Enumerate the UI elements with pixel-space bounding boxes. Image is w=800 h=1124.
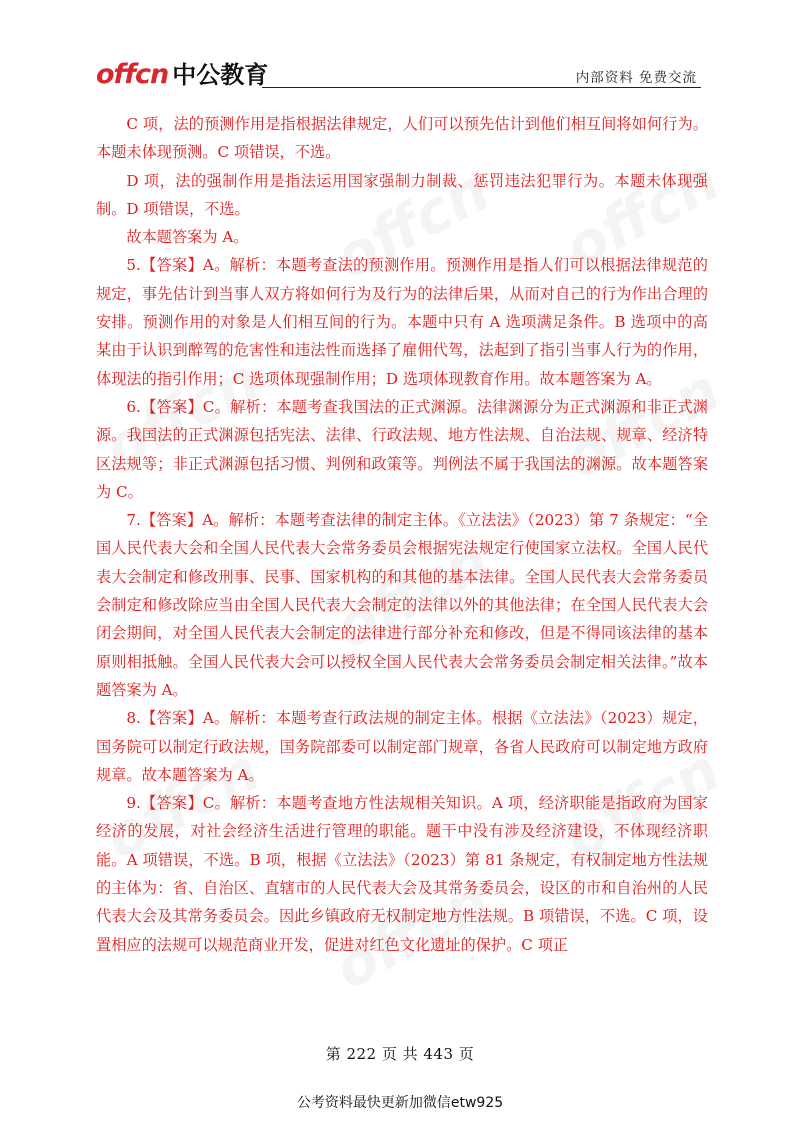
paragraph: C 项，法的预测作用是指根据法律规定，人们可以预先估计到他们相互间将如何行为。本题未体现预测。C 项错误，不选。 <box>96 115 708 162</box>
logo-text-en: offcn <box>96 59 169 90</box>
answer-8-paragraph: 8.【答案】A。解析：本题考查行政法规的制定主体。根据《立法法》（2023）规定，国务院可以制定行政法规，国务院部委可以制定部门规章，各省人民政府可以制定地方政府规章。故本题答案为 A。 <box>96 709 708 784</box>
answer-7-paragraph: 7.【答案】A。解析：本题考查法律的制定主体。《立法法》（2023）第 7 条规定：“全国人民代表大会和全国人民代表大会常务委员会根据宪法规定行使国家立法权。全国人民代表大会制定和修改刑事、民事、国家机构的和其他的基本法律。全国人民代表大会常务委员会制定和修改除应当由全国人民代表大会制定的法律以外的其他法律；在全国人民代表大会闭会期间，对全国人民代表大会制定的法律进行部分补充和修改，但是不得同该法律的基本原则相抵触。全国人民代表大会可以授权全国人民代表大会常务委员会制定相关法律。”故本题答案为 A。 <box>96 511 708 699</box>
answer-9-paragraph: 9.【答案】C。解析：本题考查地方性法规相关知识。A 项，经济职能是指政府为国家经济的发展，对社会经济生活进行管理的职能。题干中没有涉及经济建设，不体现经济职能。A 项错误，不选。B 项，根据《立法法》（2023）第 81 条规定，有权制定地方性法规的主体为：省、自治区、直辖市的人民代表大会及其常务委员会，设区的市和自治州的人民代表大会及其常务委员会。因此乡镇政府无权制定地方性法规。B 项错误，不选。C 项，设置相应的法规可以规范商业开发，促进对红色文化遗址的保护。C 项正 <box>96 794 708 954</box>
header-divider <box>262 87 701 88</box>
footer-note: 公考资料最快更新加微信etw925 <box>296 1095 504 1111</box>
document-body <box>96 110 708 959</box>
paragraph: 故本题答案为 A。 <box>126 228 249 247</box>
page-number: 第 222 页 共 443 页 <box>325 1045 475 1063</box>
paragraph: D 项，法的强制作用是指法运用国家强制力制裁、惩罚违法犯罪行为。本题未体现强制。D 项错误，不选。 <box>96 171 708 218</box>
page-header <box>96 56 701 90</box>
header-caption: 内部资料 免费交流 <box>575 70 697 86</box>
offcn-logo <box>96 56 268 90</box>
answer-5-paragraph: 5.【答案】A。解析：本题考查法的预测作用。预测作用是指人们可以根据法律规范的规定，事先估计到当事人双方将如何行为及行为的法律后果，从而对自己的行为作出合理的安排。预测作用的对象是人们相互间的行为。本题中只有 A 选项满足条件。B 选项中的高某由于认识到醉驾的危害性和违法性而选择了雇佣代驾，法起到了指引当事人行为的作用，体现法的指引作用；C 选项体现强制作用；D 选项体现教育作用。故本题答案为 A。 <box>96 256 708 388</box>
logo-text-cn: 中公教育 <box>172 61 269 89</box>
answer-6-paragraph: 6.【答案】C。解析：本题考查我国法的正式渊源。法律渊源分为正式渊源和非正式渊源。我国法的正式渊源包括宪法、法律、行政法规、地方性法规、自治法规、规章、经济特区法规等；非正式渊源包括习惯、判例和政策等。判例法不属于我国法的渊源。故本题答案为 C。 <box>96 397 708 501</box>
